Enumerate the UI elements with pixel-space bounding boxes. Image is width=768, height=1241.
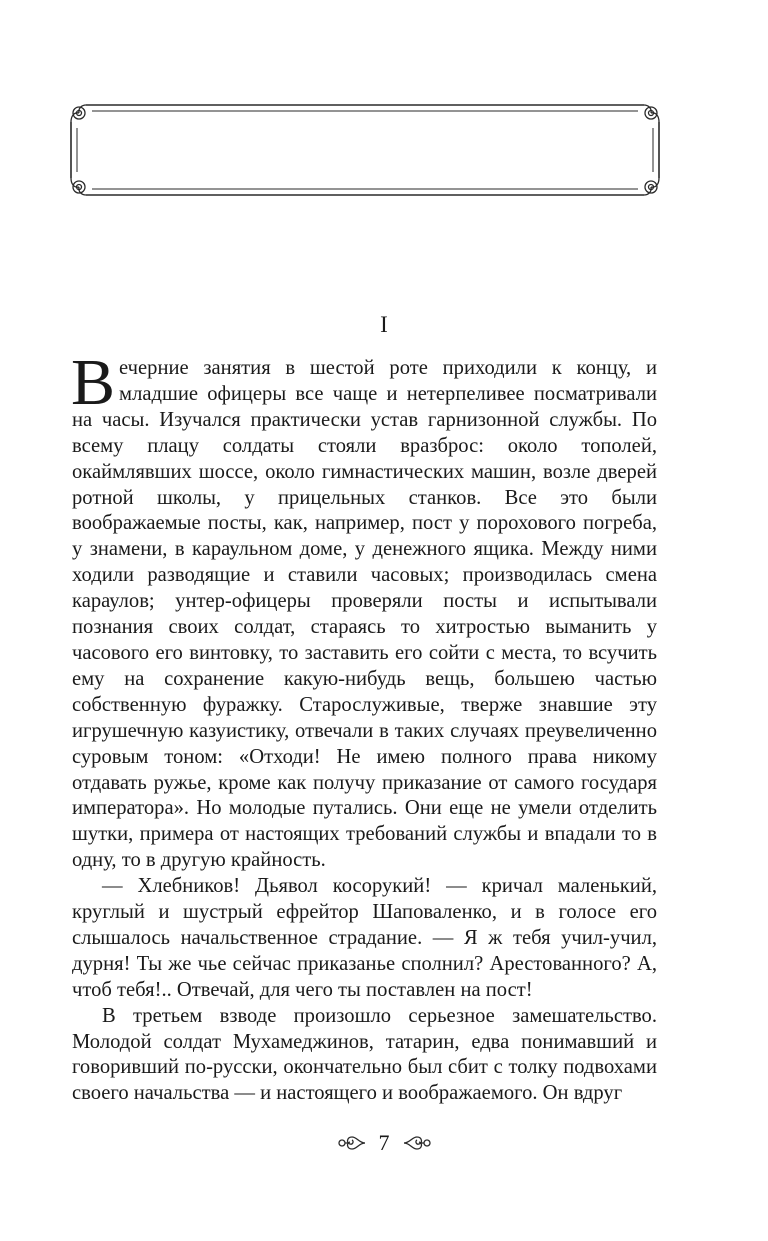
paragraph-3: В третьем взводе произошло серьезное замешательство. Молодой солдат Мухамеджинов, татарин, едва понимавший и говоривший по-русски, окончательно был сбит с толку подвохами своего начальства — и настоящего и воображаемого. Он вдруг <box>72 1004 657 1105</box>
left-ornament-icon <box>337 1131 367 1155</box>
decorative-header-frame <box>66 100 664 200</box>
chapter-number: I <box>380 312 388 337</box>
right-ornament-icon <box>402 1131 432 1155</box>
paragraph-2: — Хлебников! Дьявол косорукий! — кричал маленький, круглый и шустрый ефрейтор Шаповаленко, и в голосе его слышалось начальственное страдание. — Я ж тебя учил-учил, дурня! Ты же чье сейчас приказанье сполнил? Арестованного? А, чтоб тебя!.. Отвечай, для чего ты поставлен на пост! <box>72 875 657 1001</box>
paragraph-1-text: ечерние занятия в шестой роте приходили к концу, и младшие офицеры все чаще и нетерпеливее посматривали на часы. Изучался практически устав гарнизонной службы. По всему плацу солдаты стояли вразброс: около тополей, окаймлявших шоссе, около гимнастических машин, возле дверей ротной школы, у прицельных станков. Все это были воображаемые посты, как, например, пост у порохового погреба, у знамени, в караульном доме, у денежного ящика. Между ними ходили разводящие и ставили часовых; производилась смена караулов; унтер-офицеры проверяли посты и испытывали познания своих солдат, стараясь то хитростью выманить у часового его винтовку, то заставить его сойти с места, то всучить ему на сохранение какую-нибудь вещь, большею частью собственную фуражку. Старослуживые, тверже знавшие эту игрушечную казуистику, отвечали в таких случаях преувеличенно суровым тоном: «Отходи! Не имею полного права никому отдавать ружье, кроме как получу приказание от самого государя императора». Но молодые путались. Они еще не умели отделить шутки, примера от настоящих требований службы и впадали то в одну, то в другую крайность. <box>72 357 657 872</box>
paragraph-1 <box>71 346 657 874</box>
body-text <box>71 346 657 1107</box>
drop-cap: В <box>71 346 116 419</box>
page-number: 7 <box>378 1130 390 1155</box>
page-footer <box>0 1126 768 1160</box>
